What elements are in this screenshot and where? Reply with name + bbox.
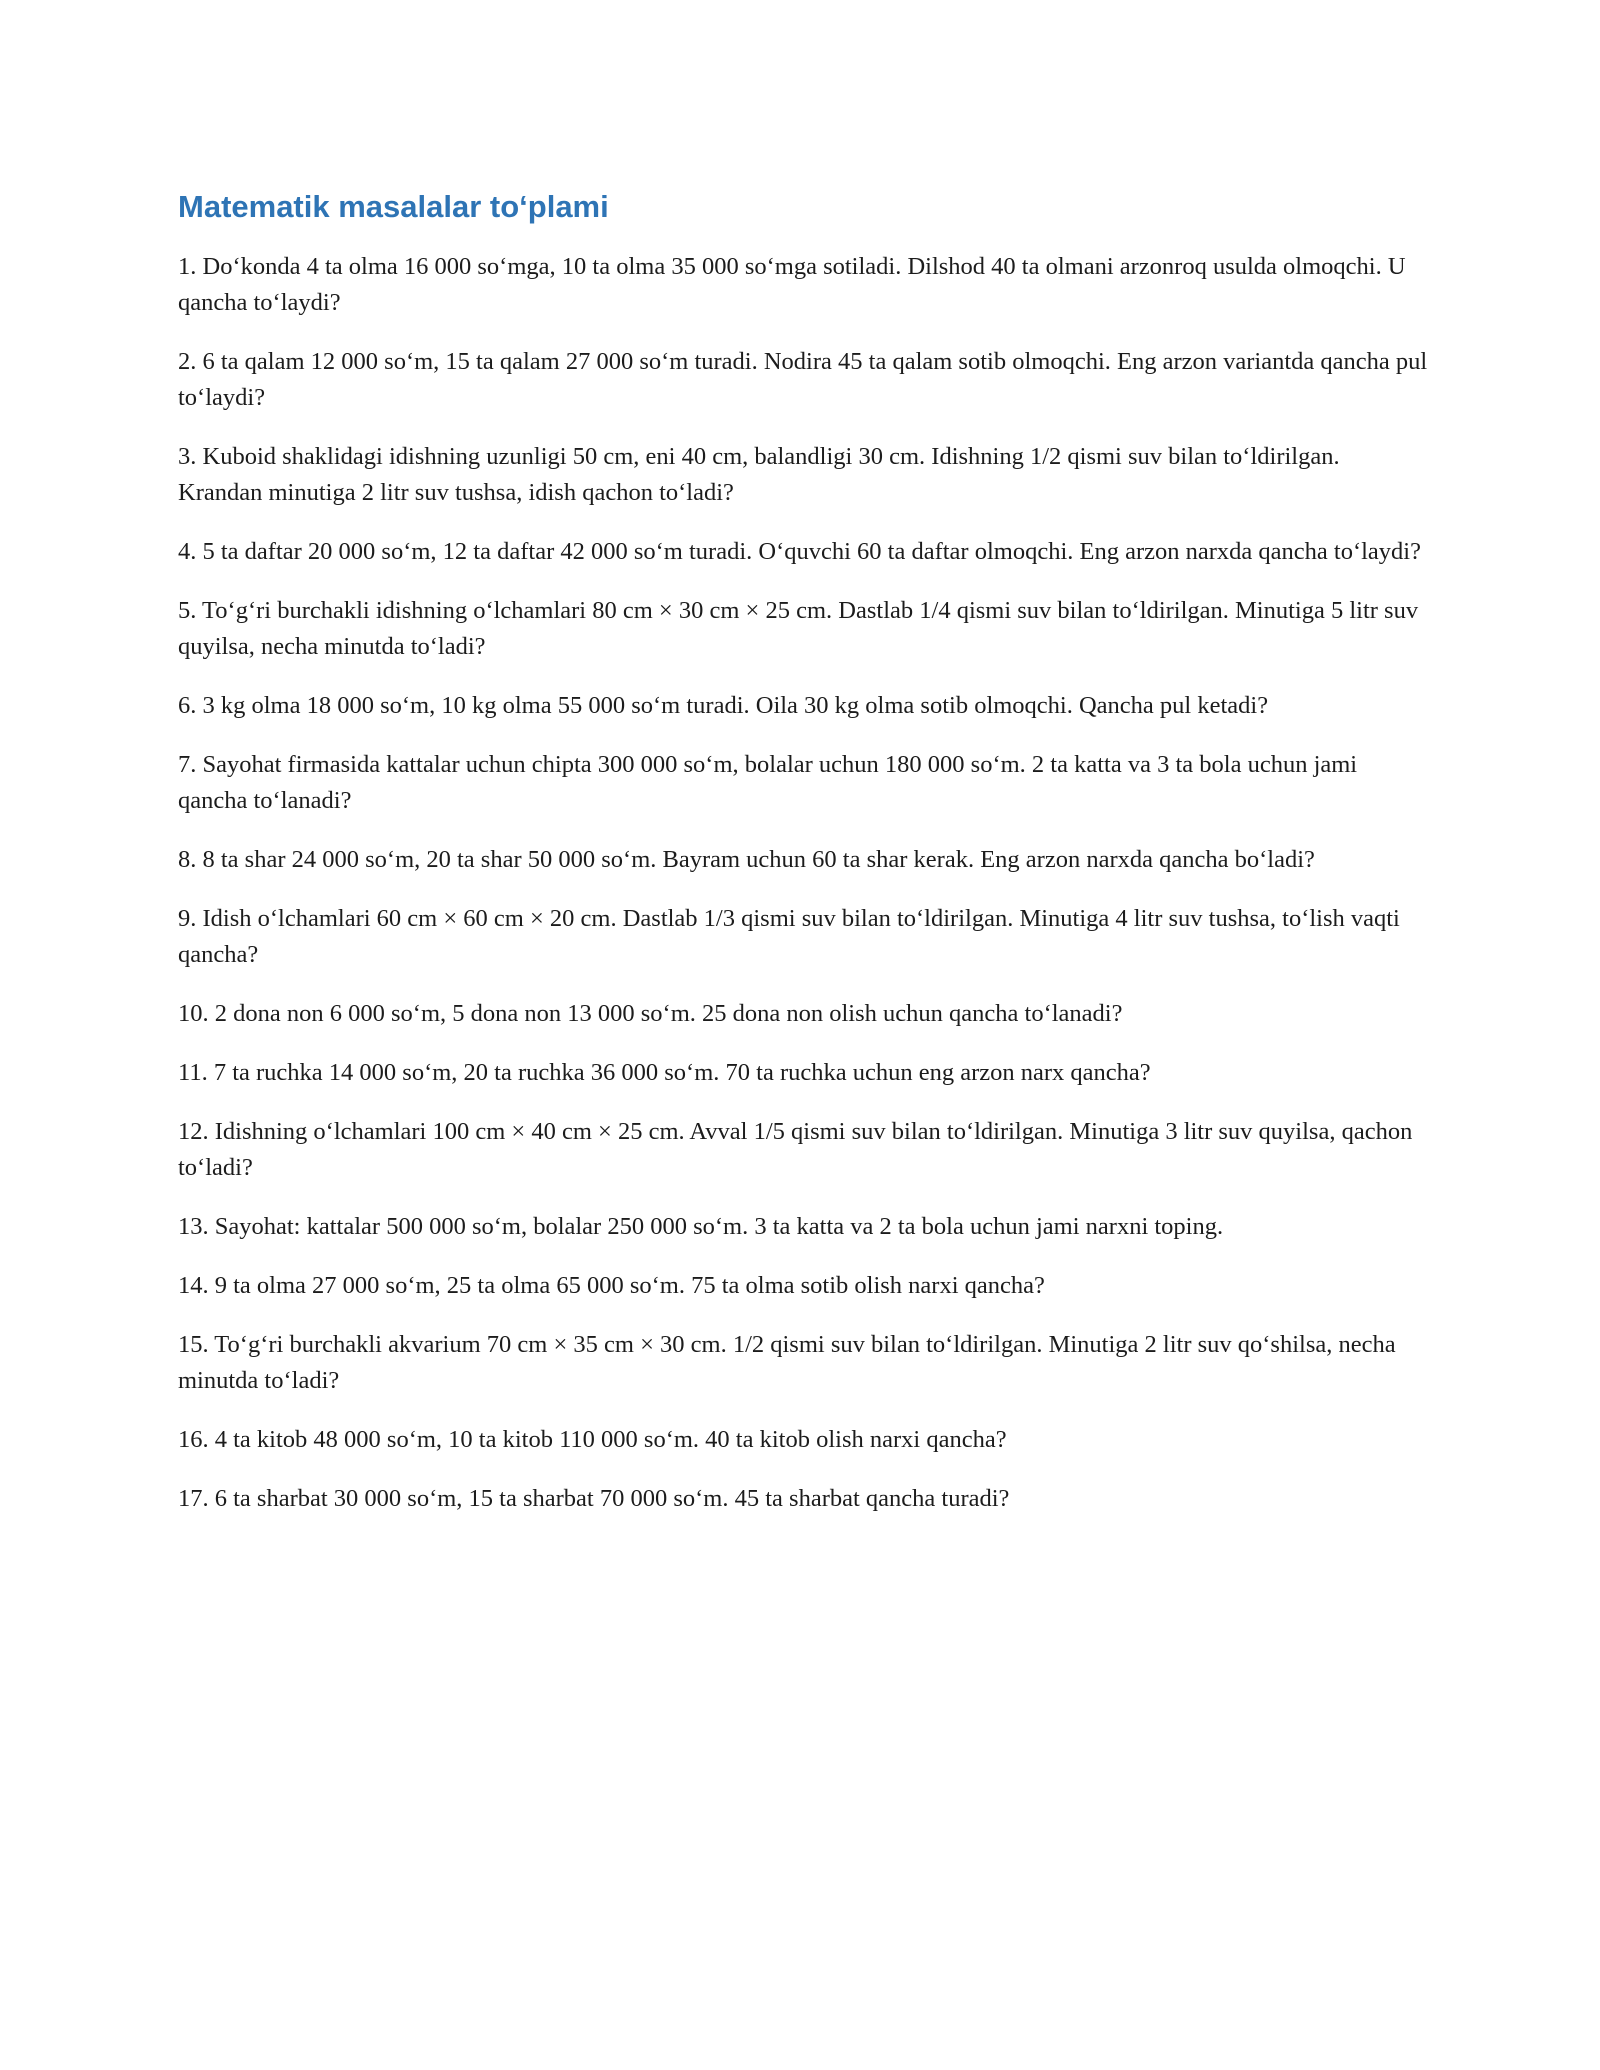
problem-paragraph: 8. 8 ta shar 24 000 so‘m, 20 ta shar 50 000 so‘m. Bayram uchun 60 ta shar kerak. Eng arzon narxda qancha bo‘ladi? [178,846,1315,874]
problem-paragraph: 6. 3 kg olma 18 000 so‘m, 10 kg olma 55 000 so‘m turadi. Oila 30 kg olma sotib olmoqchi. Qancha pul ketadi? [178,692,1269,720]
page-title: Matematik masalalar to‘plami [178,189,609,224]
problem-paragraph: 7. Sayohat firmasida kattalar uchun chipta 300 000 so‘m, bolalar uchun 180 000 so‘m. 2 ta katta va 3 ta bola uchun jami qancha to‘lanadi? [178,751,1358,815]
problem-paragraph: 1. Do‘konda 4 ta olma 16 000 so‘mga, 10 ta olma 35 000 so‘mga sotiladi. Dilshod 40 ta olmani arzonroq usulda olmoqchi. U qancha to‘laydi? [178,253,1406,317]
problem-paragraph: 10. 2 dona non 6 000 so‘m, 5 dona non 13 000 so‘m. 25 dona non olish uchun qancha to‘lanadi? [178,1000,1123,1028]
problem-paragraph: 16. 4 ta kitob 48 000 so‘m, 10 ta kitob 110 000 so‘m. 40 ta kitob olish narxi qancha? [178,1426,1007,1454]
problem-paragraph: 11. 7 ta ruchka 14 000 so‘m, 20 ta ruchka 36 000 so‘m. 70 ta ruchka uchun eng arzon narx qancha? [178,1059,1151,1087]
problem-paragraph: 13. Sayohat: kattalar 500 000 so‘m, bolalar 250 000 so‘m. 3 ta katta va 2 ta bola uchun jami narxni toping. [178,1213,1224,1241]
problem-paragraph: 3. Kuboid shaklidagi idishning uzunligi 50 cm, eni 40 cm, balandligi 30 cm. Idishning 1/2 qismi suv bilan to‘ldirilgan. Krandan minutiga 2 litr suv tushsa, idish qachon to‘ladi? [178,443,1340,507]
problem-paragraph: 5. To‘g‘ri burchakli idishning o‘lchamlari 80 cm × 30 cm × 25 cm. Dastlab 1/4 qismi suv bilan to‘ldirilgan. Minutiga 5 litr suv quyilsa, necha minutda to‘ladi? [178,597,1419,661]
problem-paragraph: 9. Idish o‘lchamlari 60 cm × 60 cm × 20 cm. Dastlab 1/3 qismi suv bilan to‘ldirilgan. Minutiga 4 litr suv tushsa, to‘lish vaqti qancha? [178,905,1400,969]
problem-paragraph: 4. 5 ta daftar 20 000 so‘m, 12 ta daftar 42 000 so‘m turadi. O‘quvchi 60 ta daftar olmoqchi. Eng arzon narxda qancha to‘laydi? [178,538,1421,566]
problem-paragraph: 14. 9 ta olma 27 000 so‘m, 25 ta olma 65 000 so‘m. 75 ta olma sotib olish narxi qancha? [178,1272,1045,1300]
problem-paragraph: 15. To‘g‘ri burchakli akvarium 70 cm × 35 cm × 30 cm. 1/2 qismi suv bilan to‘ldirilgan. Minutiga 2 litr suv qo‘shilsa, necha minutda to‘ladi? [178,1331,1396,1395]
problem-list [178,249,1430,1517]
problem-paragraph: 2. 6 ta qalam 12 000 so‘m, 15 ta qalam 27 000 so‘m turadi. Nodira 45 ta qalam sotib olmoqchi. Eng arzon variantda qancha pul to‘laydi? [178,348,1428,412]
problem-paragraph: 17. 6 ta sharbat 30 000 so‘m, 15 ta sharbat 70 000 so‘m. 45 ta sharbat qancha turadi? [178,1485,1010,1513]
problem-paragraph: 12. Idishning o‘lchamlari 100 cm × 40 cm × 25 cm. Avval 1/5 qismi suv bilan to‘ldirilgan. Minutiga 3 litr suv quyilsa, qachon to‘ladi? [178,1118,1413,1182]
